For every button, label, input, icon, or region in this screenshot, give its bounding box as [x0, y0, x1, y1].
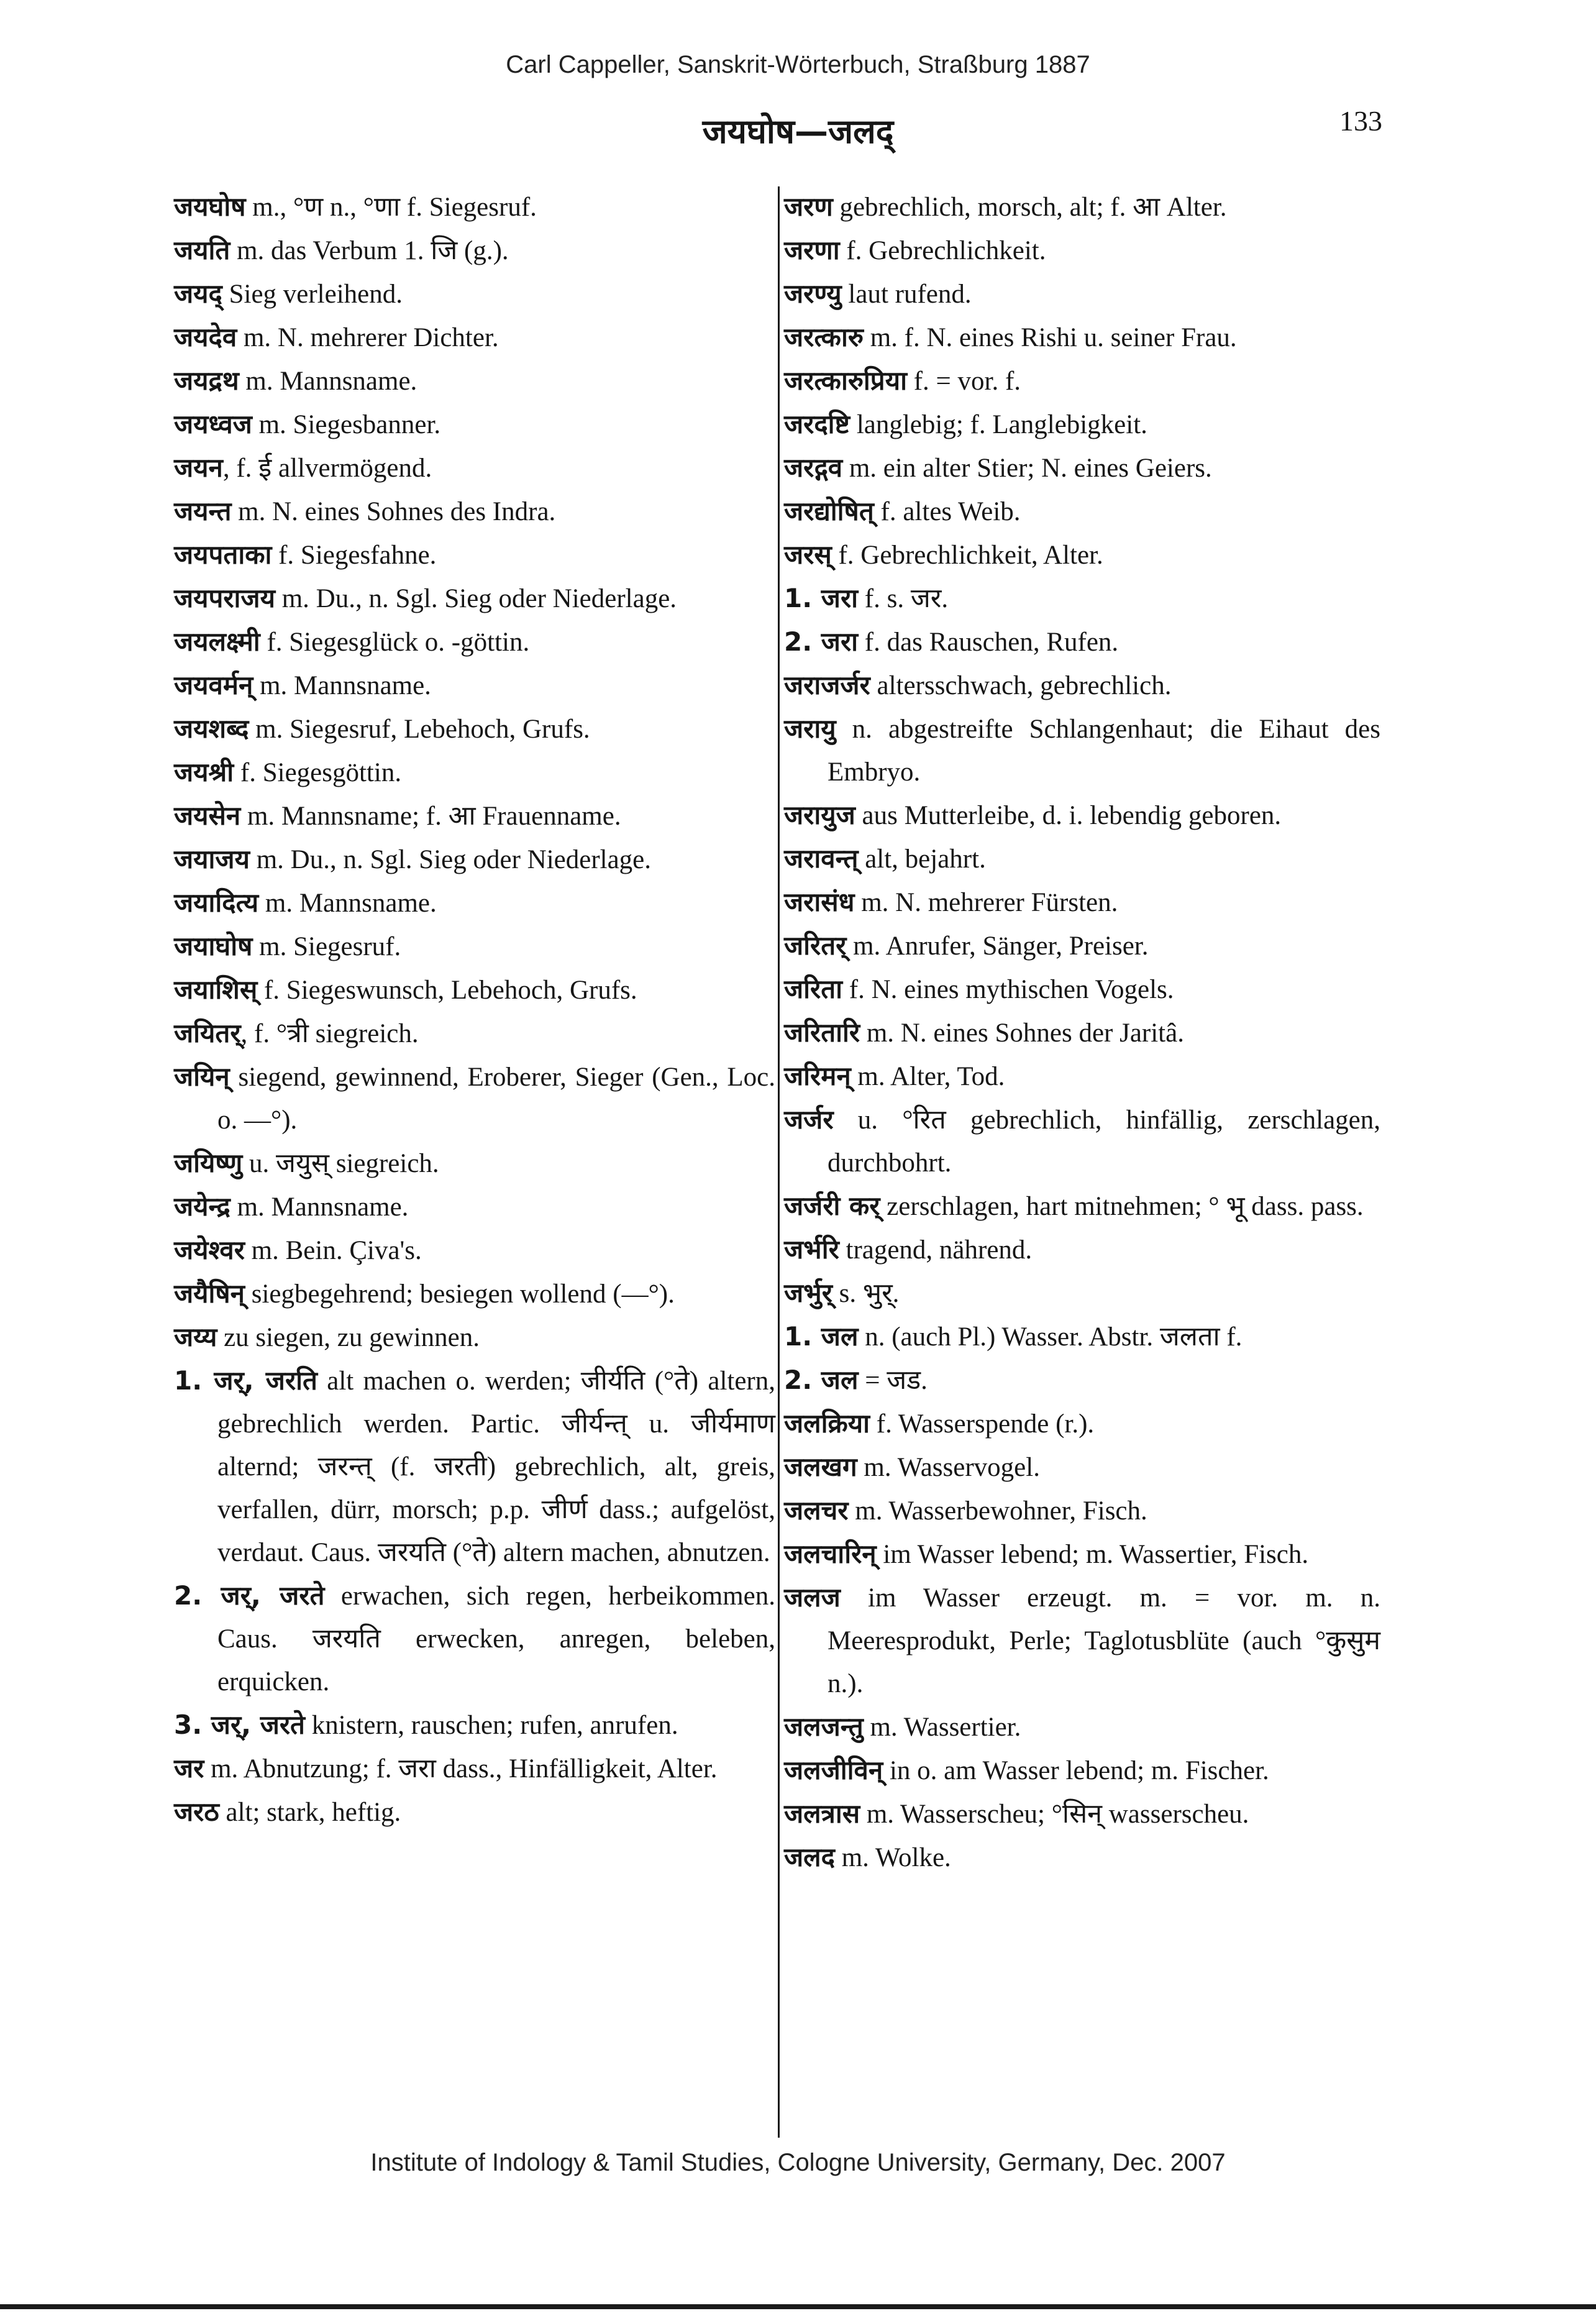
- definition: f. Siegesgöttin.: [234, 758, 402, 787]
- definition: aus Mutterleibe, d. i. lebendig geboren.: [855, 801, 1282, 830]
- right-column: [784, 185, 1380, 1879]
- headword: जलजीविन्: [784, 1755, 883, 1785]
- headword: जरावन्त्: [784, 843, 859, 874]
- dictionary-entry: [174, 403, 775, 446]
- headword: जरिमन्: [784, 1061, 851, 1091]
- dictionary-entry: [784, 316, 1380, 359]
- definition: m. Mannsname.: [230, 1193, 409, 1222]
- dictionary-entry: [174, 1272, 775, 1316]
- definition: m. Siegesbanner.: [252, 410, 441, 439]
- definition: m. das Verbum 1. जि (g.).: [230, 236, 509, 265]
- headword: 2. जल: [784, 1365, 859, 1395]
- dictionary-entry: [784, 1532, 1380, 1576]
- dictionary-entry: [784, 794, 1380, 837]
- headword: 1. जल: [784, 1321, 859, 1352]
- definition: m. Wassertier.: [863, 1713, 1021, 1742]
- dictionary-entry: [784, 1489, 1380, 1532]
- dictionary-entry: [174, 533, 775, 577]
- dictionary-entry: [784, 1098, 1380, 1184]
- headword: जयशब्द: [174, 713, 249, 744]
- headword: 1. जर्, जरति: [174, 1365, 317, 1396]
- definition: m. Mannsname.: [239, 367, 417, 396]
- dictionary-entry: [174, 838, 775, 881]
- dictionary-entry: [784, 359, 1380, 403]
- definition: m. N. mehrerer Fürsten.: [854, 888, 1118, 917]
- definition: im Wasser erzeugt. m. = vor. m. n. Meeresprodukt, Perle; Taglotusblüte (auch °कुसुम n.).: [828, 1583, 1380, 1698]
- headword: जरणा: [784, 235, 840, 265]
- definition: siegend, gewinnend, Eroberer, Sieger (Gen., Loc. o. —°).: [217, 1063, 775, 1135]
- dictionary-entry: [174, 316, 775, 359]
- headword: जरत्कारु: [784, 322, 864, 352]
- headword: जर्भुर्: [784, 1278, 832, 1308]
- headword: जयपराजय: [174, 583, 275, 613]
- definition: m. Du., n. Sgl. Sieg oder Niederlage.: [275, 584, 677, 613]
- definition: m. f. N. eines Rishi u. seiner Frau.: [863, 323, 1237, 352]
- headword: जर्भरि: [784, 1234, 839, 1265]
- definition: m. Siegesruf.: [252, 932, 401, 961]
- headword: जरितर्: [784, 930, 847, 961]
- definition: m. Mannsname.: [258, 889, 437, 918]
- definition: = जड.: [858, 1366, 928, 1395]
- headword: जर्जरी कर्: [784, 1191, 880, 1221]
- dictionary-entry: [784, 1011, 1380, 1055]
- definition: m. Siegesruf, Lebehoch, Grufs.: [249, 715, 590, 744]
- dictionary-entry: [174, 751, 775, 794]
- definition: m. Wasserbewohner, Fisch.: [848, 1496, 1147, 1526]
- definition: m. ein alter Stier; N. eines Geiers.: [842, 454, 1212, 483]
- dictionary-entry: [784, 229, 1380, 272]
- dictionary-entry: [784, 1358, 1380, 1402]
- running-head: जयघोष—जलद्: [702, 112, 894, 151]
- dictionary-entry: [784, 185, 1380, 229]
- headword: जरद्योषित्: [784, 496, 874, 526]
- dictionary-entry: [174, 359, 775, 403]
- dictionary-entry: [784, 1271, 1380, 1315]
- definition: m. N. eines Sohnes der Jaritâ.: [860, 1019, 1184, 1048]
- source-credit: Carl Cappeller, Sanskrit-Wörterbuch, Straßburg 1887: [506, 51, 1090, 78]
- definition: im Wasser lebend; m. Wassertier, Fisch.: [876, 1540, 1309, 1569]
- headword: जयादित्य: [174, 887, 259, 918]
- headword: जरितारि: [784, 1017, 860, 1048]
- dictionary-entry: [784, 1402, 1380, 1445]
- headword: जर: [174, 1753, 204, 1783]
- dictionary-entry: [174, 229, 775, 272]
- headword: जयद्: [174, 278, 222, 309]
- definition: , f. °त्री siegreich.: [240, 1019, 419, 1048]
- dictionary-entry: [174, 1185, 775, 1229]
- definition: f. Siegeswunsch, Lebehoch, Grufs.: [257, 976, 637, 1005]
- definition: m. Alter, Tod.: [850, 1062, 1005, 1091]
- headword: जयदेव: [174, 322, 237, 352]
- headword: जलत्रास: [784, 1798, 860, 1829]
- dictionary-entry: [784, 1705, 1380, 1749]
- definition: m. Anrufer, Sänger, Preiser.: [846, 932, 1149, 961]
- headword: जलक्रिया: [784, 1408, 870, 1439]
- headword: जय्य: [174, 1322, 217, 1352]
- definition: f. Gebrechlichkeit, Alter.: [831, 541, 1103, 570]
- dictionary-entry: [174, 1229, 775, 1272]
- headword: 1. जरा: [784, 583, 859, 613]
- headword: जयैषिन्: [174, 1278, 245, 1309]
- headword: 2. जरा: [784, 626, 859, 657]
- headword: जयेश्वर: [174, 1235, 245, 1265]
- dictionary-entry: [174, 925, 775, 968]
- definition: zu siegen, zu gewinnen.: [217, 1323, 480, 1352]
- dictionary-entry: [784, 1228, 1380, 1271]
- dictionary-entry: [174, 1142, 775, 1185]
- dictionary-entry: [174, 446, 775, 490]
- headword: जरिता: [784, 974, 843, 1004]
- definition: , f. ई allvermögend.: [222, 454, 432, 483]
- headword: जयघोष: [174, 191, 246, 222]
- definition: knistern, rauschen; rufen, anrufen.: [305, 1711, 678, 1740]
- dictionary-entry: [174, 1703, 775, 1747]
- column-divider: [778, 186, 780, 2138]
- definition: m. N. mehrerer Dichter.: [237, 323, 499, 352]
- dictionary-entry: [784, 533, 1380, 577]
- dictionary-entry: [174, 1012, 775, 1055]
- definition: m. Mannsname.: [253, 671, 431, 700]
- headword: जलचारिन्: [784, 1539, 877, 1569]
- definition: f. Wasserspende (r.).: [870, 1409, 1095, 1439]
- dictionary-entry: [784, 1836, 1380, 1879]
- headword: जयाशिस्: [174, 974, 258, 1005]
- dictionary-entry: [174, 1747, 775, 1790]
- headword: जरायु: [784, 713, 836, 744]
- definition: f. s. जर.: [858, 584, 949, 613]
- definition: gebrechlich, morsch, alt; f. आ Alter.: [832, 193, 1227, 222]
- headword: जलद: [784, 1842, 835, 1872]
- definition: m. Wolke.: [834, 1843, 951, 1872]
- dictionary-entry: [784, 620, 1380, 664]
- headword: जयिन्: [174, 1061, 230, 1092]
- dictionary-entry: [174, 1316, 775, 1359]
- dictionary-entry: [174, 577, 775, 620]
- headword: जयलक्ष्मी: [174, 626, 260, 657]
- dictionary-entry: [174, 1574, 775, 1703]
- headword: जरायुज: [784, 800, 855, 830]
- dictionary-entry: [784, 446, 1380, 490]
- definition: f. = vor. f.: [906, 367, 1021, 396]
- dictionary-entry: [784, 837, 1380, 881]
- dictionary-entry: [784, 1315, 1380, 1358]
- headword: 3. जर्, जरते: [174, 1710, 306, 1740]
- headword: जयिष्णु: [174, 1148, 243, 1178]
- dictionary-entry: [174, 1790, 775, 1834]
- headword: जलचर: [784, 1495, 849, 1526]
- dictionary-entry: [174, 707, 775, 751]
- headword: जयपताका: [174, 539, 272, 570]
- page-number: 133: [1339, 105, 1382, 137]
- headword: जयाजय: [174, 844, 250, 874]
- headword: जयसेन: [174, 800, 241, 831]
- definition: f. Siegesfahne.: [271, 541, 437, 570]
- dictionary-entry: [784, 707, 1380, 794]
- headword: जयद्रथ: [174, 365, 239, 396]
- definition: f. altes Weib.: [873, 497, 1021, 526]
- definition: n. (auch Pl.) Wasser. Abstr. जलता f.: [858, 1322, 1243, 1352]
- definition: m., °ण n., °णा f. Siegesruf.: [245, 193, 537, 222]
- definition: n. abgestreifte Schlangenhaut; die Eihaut des Embryo.: [828, 715, 1380, 787]
- definition: s. भुर्.: [832, 1279, 900, 1308]
- dictionary-entry: [784, 272, 1380, 316]
- dictionary-entry: [784, 1792, 1380, 1836]
- definition: siegbegehrend; besiegen wollend (—°).: [245, 1280, 675, 1309]
- dictionary-entry: [174, 794, 775, 838]
- headword: जयन्त: [174, 496, 232, 526]
- dictionary-entry: [174, 664, 775, 707]
- definition: m. Mannsname; f. आ Frauenname.: [240, 802, 621, 831]
- headword: जरण्यु: [784, 278, 842, 309]
- dictionary-entry: [174, 1359, 775, 1574]
- definition: laut rufend.: [841, 280, 972, 309]
- headword: जलखग: [784, 1452, 857, 1482]
- definition: tragend, nährend.: [839, 1235, 1033, 1265]
- dictionary-entry: [174, 620, 775, 664]
- headword: जरठ: [174, 1797, 219, 1827]
- dictionary-entry: [174, 968, 775, 1012]
- headword: जयन: [174, 452, 223, 483]
- dictionary-entry: [784, 1445, 1380, 1489]
- dictionary-entry: [784, 490, 1380, 533]
- definition: m. Wasserscheu; °सिन् wasserscheu.: [860, 1800, 1249, 1829]
- dictionary-entry: [784, 1055, 1380, 1098]
- dictionary-entry: [784, 664, 1380, 707]
- dictionary-entry: [784, 1184, 1380, 1228]
- headword: जरद्गव: [784, 452, 843, 483]
- definition: alt machen o. werden; जीर्यति (°ते) altern, gebrechlich werden. Partic. जीर्यन्त् u. जीर्यमाण alternd; जरन्त् (f. जरती) gebrechlich, alt, greis, verfallen, dürr, morsch; p.p. जीर्ण dass.; aufgelöst, verdaut. Caus. जरयति (°ते) altern machen, abnutzen.: [217, 1367, 775, 1567]
- headword: जरण: [784, 191, 833, 222]
- dictionary-entry: [784, 881, 1380, 924]
- dictionary-entry: [784, 924, 1380, 968]
- definition: u. जयुस् siegreich.: [242, 1149, 439, 1178]
- headword: जयवर्मन्: [174, 670, 253, 700]
- headword: जयेन्द्र: [174, 1191, 230, 1222]
- definition: f. das Rauschen, Rufen.: [858, 628, 1119, 657]
- dictionary-entry: [174, 1055, 775, 1142]
- definition: m. N. eines Sohnes des Indra.: [231, 497, 556, 526]
- headword: जरस्: [784, 539, 832, 570]
- definition: m. Abnutzung; f. जरा dass., Hinfälligkeit, Alter.: [204, 1754, 718, 1783]
- digitization-credit: Institute of Indology & Tamil Studies, Cologne University, Germany, Dec. 2007: [370, 2149, 1226, 2176]
- headword: जराजर्जर: [784, 670, 870, 700]
- headword: जर्जर: [784, 1104, 834, 1135]
- definition: erwachen, sich regen, herbeikommen. Caus. जरयति erwecken, anregen, beleben, erquicken.: [217, 1582, 775, 1696]
- definition: m. Du., n. Sgl. Sieg oder Niederlage.: [249, 845, 652, 874]
- dictionary-entry: [174, 272, 775, 316]
- headword: जरदष्टि: [784, 409, 850, 439]
- definition: Sieg verleihend.: [222, 280, 403, 309]
- headword: जयध्वज: [174, 409, 252, 439]
- headword: जरत्कारुप्रिया: [784, 365, 907, 396]
- definition: alt, bejahrt.: [858, 845, 986, 874]
- dictionary-entry: [784, 403, 1380, 446]
- definition: f. Gebrechlichkeit.: [839, 236, 1046, 265]
- definition: m. Wasservogel.: [857, 1453, 1040, 1482]
- definition: zerschlagen, hart mitnehmen; ° भू dass. pass.: [880, 1192, 1364, 1221]
- dictionary-entry: [174, 185, 775, 229]
- scan-edge-line: [0, 2304, 1596, 2309]
- left-column: [174, 185, 775, 1834]
- definition: alt; stark, heftig.: [219, 1798, 401, 1827]
- headword: जयाघोष: [174, 931, 253, 961]
- headword: जयितर्: [174, 1018, 241, 1048]
- dictionary-entry: [174, 881, 775, 925]
- definition: f. N. eines mythischen Vogels.: [842, 975, 1174, 1004]
- definition: altersschwach, gebrechlich.: [870, 671, 1172, 700]
- dictionary-entry: [784, 1749, 1380, 1792]
- dictionary-entry: [784, 968, 1380, 1011]
- definition: langlebig; f. Langlebigkeit.: [850, 410, 1147, 439]
- definition: u. °रित gebrechlich, hinfällig, zerschlagen, durchbohrt.: [828, 1106, 1380, 1178]
- headword: जरासंध: [784, 887, 855, 917]
- definition: f. Siegesglück o. -göttin.: [260, 628, 530, 657]
- headword: जलजन्तु: [784, 1711, 864, 1742]
- definition: m. Bein. Çiva's.: [244, 1236, 422, 1265]
- definition: in o. am Wasser lebend; m. Fischer.: [883, 1756, 1269, 1785]
- headword: जयति: [174, 235, 230, 265]
- headword: जयश्री: [174, 757, 234, 787]
- dictionary-entry: [784, 577, 1380, 620]
- dictionary-entry: [784, 1576, 1380, 1705]
- headword: जलज: [784, 1582, 841, 1613]
- dictionary-entry: [174, 490, 775, 533]
- headword: 2. जर्, जरते: [174, 1580, 325, 1611]
